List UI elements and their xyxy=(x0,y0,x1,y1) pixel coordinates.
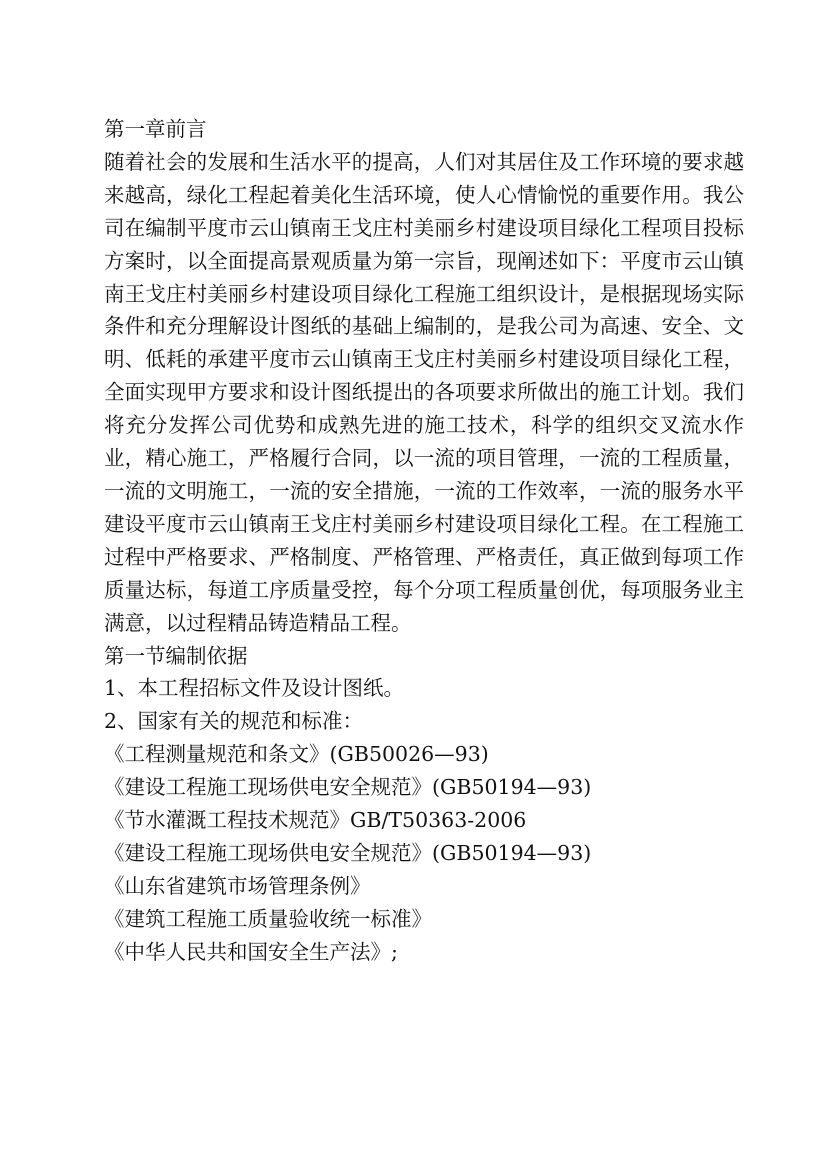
basis-item-1: 1、本工程招标文件及设计图纸。 xyxy=(104,676,405,701)
reference-item-3: 《节水灌溉工程技术规范》GB/T50363-2006 xyxy=(104,808,527,833)
chapter-title: 第一章前言 xyxy=(104,117,207,141)
reference-item-2: 《建设工程施工现场供电安全规范》(GB50194—93) xyxy=(104,775,592,800)
section-title: 第一节编制依据 xyxy=(104,643,248,668)
basis-item-2: 2、国家有关的规范和标准： xyxy=(104,709,364,734)
reference-item-6: 《建筑工程施工质量验收统一标准》 xyxy=(104,906,432,931)
intro-paragraph: 随着社会的发展和生活水平的提高，人们对其居住及工作环境的要求越来越高，绿化工程起着美化生活环境，使人心情愉悦的重要作用。我公司在编制平度市云山镇南王戈庄村美丽乡村建设项目绿化工程项目投标方案时，以全面提高景观质量为第一宗旨，现阐述如下：平度市云山镇南王戈庄村美丽乡村建设项目绿化工程施工组织设计，是根据现场实际条件和充分理解设计图纸的基础上编制的，是我公司为高速、安全、文明、低耗的承建平度市云山镇南王戈庄村美丽乡村建设项目绿化工程，全面实现甲方要求和设计图纸提出的各项要求所做出的施工计划。我们将充分发挥公司优势和成熟先进的施工技术，科学的组织交叉流水作业，精心施工，严格履行合同，以一流的项目管理，一流的工程质量，一流的文明施工，一流的安全措施，一流的工作效率，一流的服务水平建设平度市云山镇南王戈庄村美丽乡村建设项目绿化工程。在工程施工过程中严格要求、严格制度、严格管理、严格责任，真正做到每项工作质量达标，每道工序质量受控，每个分项工程质量创优，每项服务业主满意，以过程精品铸造精品工程。 xyxy=(104,149,744,635)
reference-item-7: 《中华人民共和国安全生产法》; xyxy=(104,939,398,964)
reference-item-4: 《建设工程施工现场供电安全规范》(GB50194—93) xyxy=(104,840,592,865)
reference-item-1: 《工程测量规范和条文》(GB50026—93) xyxy=(104,742,489,767)
document-body xyxy=(104,113,744,969)
reference-item-5: 《山东省建筑市场管理条例》 xyxy=(104,873,371,898)
